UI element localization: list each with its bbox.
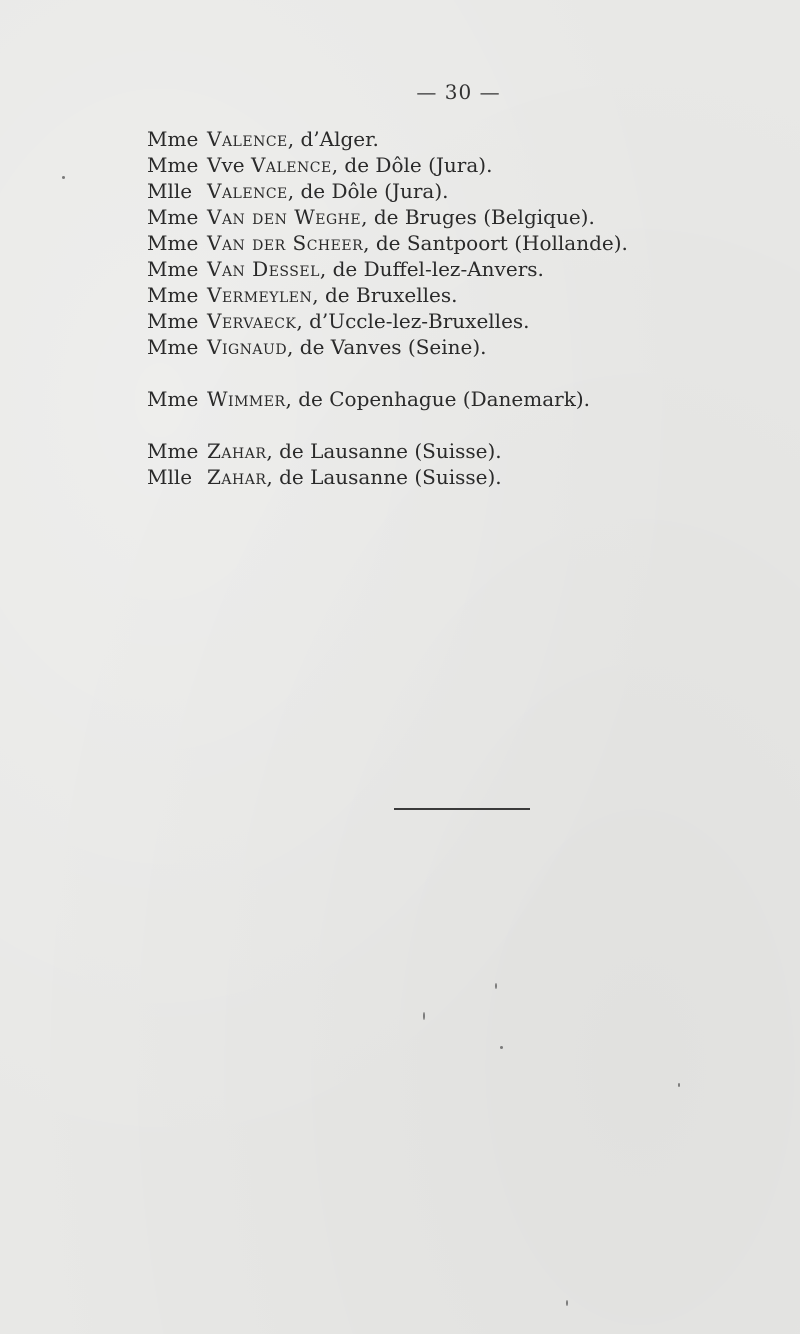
- list-item: [147, 282, 767, 308]
- entry-place: , de Dôle (Jura).: [287, 179, 449, 203]
- entry-title: Mlle: [147, 179, 193, 203]
- list-item: [147, 152, 767, 178]
- entry-place: , de Vanves (Seine).: [287, 335, 487, 359]
- entry-text: [207, 126, 767, 152]
- entry-name: Zahar: [207, 439, 267, 463]
- entry-place: , d’Alger.: [287, 127, 379, 151]
- entry-title: Mme: [147, 439, 199, 463]
- paper-speck: [495, 983, 497, 989]
- entry-place: , de Lausanne (Suisse).: [266, 439, 502, 463]
- list-item: [147, 256, 767, 282]
- group-z: [147, 438, 767, 490]
- entry-place: , de Duffel-lez-Anvers.: [319, 257, 544, 281]
- entry-prefix: Vve: [207, 153, 251, 177]
- entry-text: [207, 230, 767, 256]
- entry-place: , de Bruges (Belgique).: [361, 205, 595, 229]
- entry-name: Zahar: [207, 465, 267, 489]
- entry-text: [207, 438, 767, 464]
- paper-speck: [566, 1300, 568, 1306]
- entry-title: Mme: [147, 387, 199, 411]
- entry-text: [207, 282, 767, 308]
- list-item: [147, 230, 767, 256]
- entry-name: Van Dessel: [207, 257, 320, 281]
- entry-name: Valence: [207, 179, 288, 203]
- end-rule: [394, 808, 530, 810]
- entry-title: Mme: [147, 283, 199, 307]
- entry-place: , de Bruxelles.: [312, 283, 458, 307]
- entry-text: [207, 334, 767, 360]
- list-item: [147, 308, 767, 334]
- name-list: [147, 126, 767, 490]
- entry-text: [207, 152, 767, 178]
- entry-place: , de Lausanne (Suisse).: [266, 465, 502, 489]
- group-w: [147, 386, 767, 412]
- group-v: [147, 126, 767, 360]
- entry-text: [207, 464, 767, 490]
- entry-place: , de Copenhague (Danemark).: [285, 387, 590, 411]
- entry-text: [207, 178, 767, 204]
- list-item: [147, 464, 767, 490]
- entry-place: , de Dôle (Jura).: [331, 153, 493, 177]
- list-item: [147, 438, 767, 464]
- entry-name: Valence: [250, 153, 332, 177]
- entry-title: Mme: [147, 205, 199, 229]
- entry-text: [207, 308, 767, 334]
- entry-name: Valence: [207, 127, 288, 151]
- entry-place: , d’Uccle-lez-Bruxelles.: [296, 309, 530, 333]
- entry-title: Mme: [147, 153, 199, 177]
- list-item: [147, 386, 767, 412]
- entry-name: Vermeylen: [207, 283, 313, 307]
- entry-name: Vervaeck: [207, 309, 297, 333]
- paper-speck: [423, 1012, 425, 1020]
- paper-speck: [678, 1083, 680, 1087]
- paper-speck: [62, 176, 65, 179]
- list-item: [147, 334, 767, 360]
- entry-name: Wimmer: [207, 387, 286, 411]
- entry-name: Van der Scheer: [207, 231, 364, 255]
- entry-title: Mme: [147, 257, 199, 281]
- paper-speck: [500, 1046, 503, 1049]
- entry-text: [207, 386, 767, 412]
- entry-text: [207, 256, 767, 282]
- entry-name: Van den Weghe: [207, 205, 362, 229]
- page-number: — 30 —: [416, 80, 501, 104]
- list-item: [147, 178, 767, 204]
- entry-title: Mlle: [147, 465, 193, 489]
- list-item: [147, 204, 767, 230]
- entry-title: Mme: [147, 127, 199, 151]
- entry-text: [207, 204, 767, 230]
- entry-title: Mme: [147, 335, 199, 359]
- entry-name: Vignaud: [207, 335, 288, 359]
- entry-place: , de Santpoort (Hollande).: [363, 231, 628, 255]
- list-item: [147, 126, 767, 152]
- entry-title: Mme: [147, 309, 199, 333]
- entry-title: Mme: [147, 231, 199, 255]
